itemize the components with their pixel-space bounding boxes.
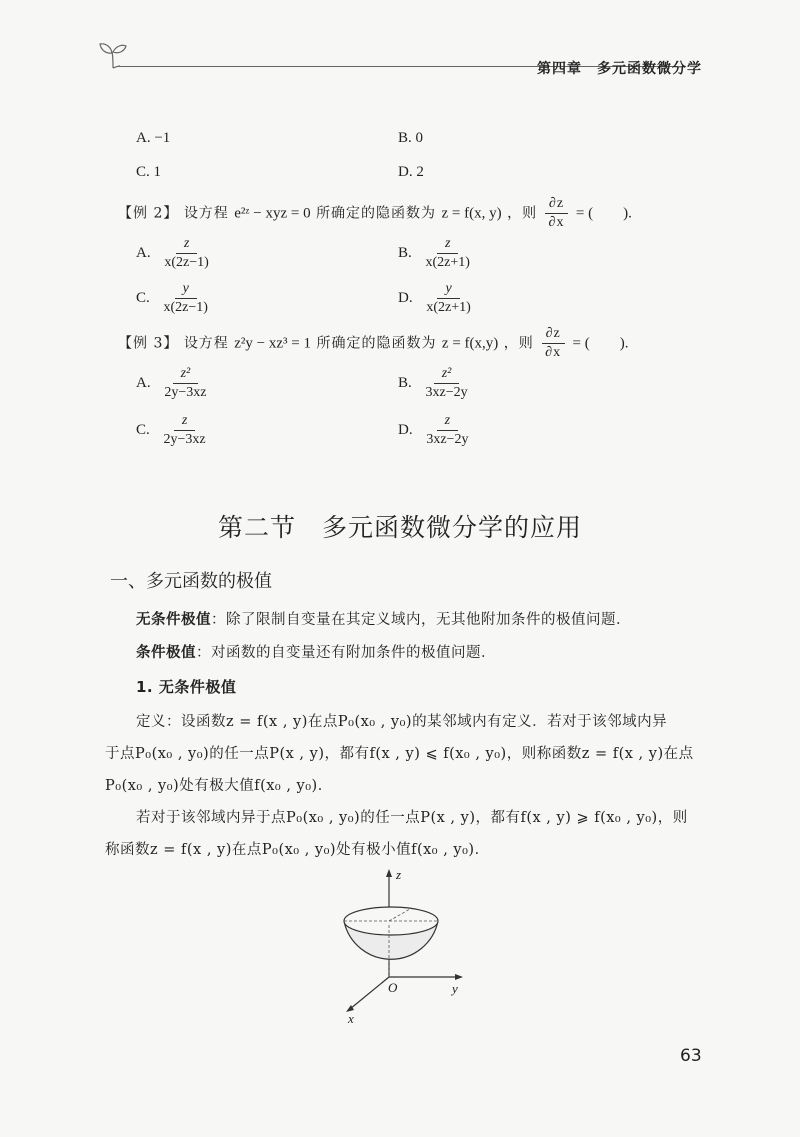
axis-x-label: x (348, 1011, 354, 1025)
example-2-option-b: B. $\frac{z}{x(2z+1)}$ (398, 236, 470, 270)
example-3-option-a: A. $\frac{\text{z²}}{2y-3xz}$ (136, 366, 207, 400)
minimum-line-2: 称函数z = f(x , y)在点P₀(x₀ , y₀)处有极小值f(x₀ , y₀)． (105, 842, 490, 858)
definition-line-2: 于点P₀(x₀ , y₀)的任一点P(x , y)，都有f(x , y) ⩽ f(x₀ , y₀)，则称函数z = f(x , y)在点 (105, 746, 694, 762)
example-3-question: 【例 3】 设方程 z²y − xz³ = 1 所确定的隐函数为 z = f(x,y) ，则 $\frac{\partial z}{\partial x}$ = ( ). (118, 326, 629, 360)
definition-line-1: 定义：设函数z = f(x , y)在点P₀(x₀ , y₀)的某邻域内有定义．若对于该邻域内异 (136, 714, 668, 730)
hemisphere-figure (330, 865, 480, 1025)
example-label: 【例 3】 (118, 335, 179, 352)
example-2-option-a: A. $\frac{z}{x(2z-1)}$ (136, 236, 209, 270)
partial-derivative: $\frac{\partial z}{\partial x}$ (545, 196, 569, 231)
q1-option-b: B. 0 (398, 130, 424, 146)
definition-line-3: P₀(x₀ , y₀)处有极大值f(x₀ , y₀)． (105, 778, 333, 794)
example-3-option-c: C. $\frac{z}{2y-3xz}$ (136, 413, 206, 447)
heading-unconditional-extrema: 1. 无条件极值 (136, 678, 237, 696)
page-number: 63 (680, 1046, 702, 1066)
example-2-option-c: C. $\frac{y}{x(2z-1)}$ (136, 281, 208, 315)
q1-option-a: A. −1 (136, 130, 171, 146)
example-3-option-b: B. $\frac{\text{z²}}{3xz-2y}$ (398, 366, 468, 400)
q1-option-d: D. 2 (398, 164, 424, 180)
subsection-title: 一、多元函数的极值 (110, 571, 272, 592)
example-label: 【例 2】 (118, 205, 179, 222)
chapter-title: 第四章 多元函数微分学 (537, 61, 702, 77)
conditional-definition: 条件极值：对函数的自变量还有附加条件的极值问题． (136, 645, 496, 661)
origin-label: O (388, 980, 398, 995)
partial-derivative: $\frac{\partial z}{\partial x}$ (541, 326, 565, 361)
example-2-question: 【例 2】 设方程 e²ᶻ − xyz = 0 所确定的隐函数为 z = f(x, y) ，则 $\frac{\partial z}{\partial x}$ = ( ). (118, 196, 632, 230)
example-3-option-d: D. $\frac{z}{3xz-2y}$ (398, 413, 469, 447)
axis-z-label: z (396, 867, 402, 882)
axis-y-label: y (452, 981, 458, 996)
section-title: 第二节 多元函数微分学的应用 (217, 513, 582, 542)
minimum-line-1: 若对于该邻域内异于点P₀(x₀ , y₀)的任一点P(x , y)，都有f(x , y) ⩾ f(x₀ , y₀)，则 (136, 810, 688, 826)
example-2-option-d: D. $\frac{y}{x(2z+1)}$ (398, 281, 471, 315)
unconditional-definition: 无条件极值：除了限制自变量在其定义域内，无其他附加条件的极值问题． (136, 612, 631, 628)
q1-option-c: C. 1 (136, 164, 162, 180)
